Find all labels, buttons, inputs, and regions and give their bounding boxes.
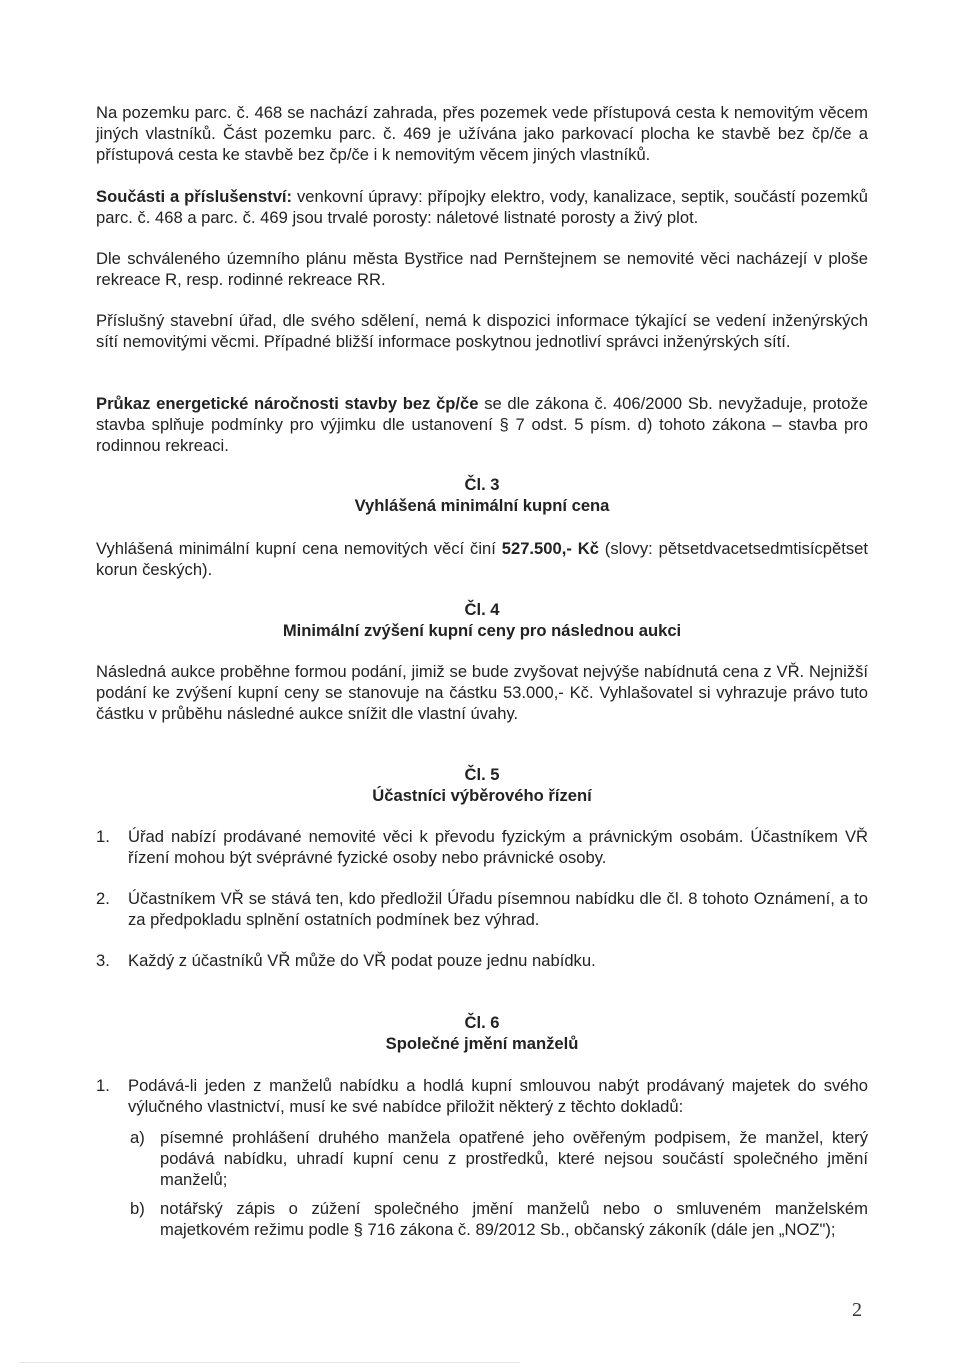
list-item-number: 2. — [96, 889, 110, 908]
section-4-paragraph — [96, 661, 868, 724]
list-item: Účastníkem VŘ se stává ten, kdo předložil Úřadu písemnou nabídku dle čl. 8 tohoto Oznámení, a to za předpokladu splnění ostatních podmínek bez výhrad. — [128, 889, 868, 929]
section-5-number: Čl. 5 — [464, 765, 500, 784]
section-6-title: Společné jmění manželů — [385, 1034, 579, 1053]
section-3-title: Vyhlášená minimální kupní cena — [354, 496, 610, 515]
list-item: Podává-li jeden z manželů nabídku a hodlá kupní smlouvou nabýt prodávaný majetek do svého výlučného vlastnictví, musí ke své nabídce přiložit některý z těchto dokladů: — [128, 1076, 868, 1116]
sub-item: notářský zápis o zúžení společného jmění manželů nebo o smluveném manželském majetkovém režimu podle § 716 zákona č. 89/2012 Sb., občanský zákoník (dále jen „NOZ"); — [160, 1199, 868, 1239]
sub-item-label: b) — [130, 1199, 145, 1218]
energy-paragraph — [96, 393, 868, 456]
price-value: 527.500,- Kč — [501, 539, 599, 558]
price-text-before: Vyhlášená minimální kupní cena nemovitých věcí činí — [96, 539, 502, 558]
accessories-label: Součásti a příslušenství: — [96, 187, 293, 206]
list-item-number: 1. — [96, 827, 110, 846]
section-5-title: Účastníci výběrového řízení — [372, 786, 592, 805]
section-4-number: Čl. 4 — [464, 600, 500, 619]
building-office-paragraph — [96, 310, 868, 352]
section-4-title: Minimální zvýšení kupní ceny pro následnou aukci — [282, 621, 682, 640]
scan-edge-line — [20, 1362, 520, 1363]
list-item-number: 3. — [96, 951, 110, 970]
land-paragraph — [96, 102, 868, 165]
sub-item: písemné prohlášení druhého manžela opatřené jeho ověřeným podpisem, že manžel, který podává nabídku, uhradí kupní cenu z prostředků, které nejsou součástí společného jmění manželů; — [160, 1128, 868, 1189]
section-3-number: Čl. 3 — [464, 475, 500, 494]
list-item: Úřad nabízí prodávané nemovité věci k převodu fyzickým a právnickým osobám. Účastníkem VŘ řízení mohou být svéprávné fyzické osoby nebo právnické osoby. — [128, 827, 868, 867]
energy-label: Průkaz energetické náročnosti stavby bez čp/če — [96, 394, 479, 413]
page-number: 2 — [852, 1299, 862, 1321]
zoning-paragraph — [96, 248, 868, 290]
sub-item-label: a) — [130, 1128, 145, 1147]
section-4-text: Následná aukce proběhne formou podání, jimiž se bude zvyšovat nejvýše nabídnutá cena z VŘ. Nejnižší podání ke zvýšení kupní ceny se stanovuje na částku 53.000,- Kč. Vyhlašovatel si vyhrazuje právo tuto částku v průběhu následné aukce snížit dle vlastní úvahy. — [96, 662, 868, 723]
section-6-number: Čl. 6 — [464, 1013, 500, 1032]
building-office-text: Příslušný stavební úřad, dle svého sdělení, nemá k dispozici informace týkající se vedení inženýrských sítí nemovitými věcmi. Případné bližší informace poskytnou jednotliví správci inženýrských sítí. — [96, 311, 868, 351]
accessories-text: venkovní úpravy: přípojky elektro, vody, kanalizace, septik, součástí pozemků parc. č. 468 a parc. č. 469 jsou trvalé porosty: náletové listnaté porosty a živý plot. — [96, 187, 868, 227]
list-item-number: 1. — [96, 1076, 110, 1095]
energy-text: se dle zákona č. 406/2000 Sb. nevyžaduje, protože stavba splňuje podmínky pro výjimku dle ustanovení § 7 odst. 5 písm. d) tohoto zákona – stavba pro rodinnou rekreaci. — [96, 394, 868, 455]
section-3-paragraph — [96, 538, 868, 580]
price-text-after: (slovy: pětsetdvacetsedmtisícpětset korun českých). — [96, 539, 868, 579]
list-item: Každý z účastníků VŘ může do VŘ podat pouze jednu nabídku. — [128, 951, 596, 970]
land-text: Na pozemku parc. č. 468 se nachází zahrada, přes pozemek vede přístupová cesta k nemovitým věcem jiných vlastníků. Část pozemku parc. č. 469 je užívána jako parkovací plocha ke stavbě bez čp/če a přístupová cesta ke stavbě bez čp/če i k nemovitým věcem jiných vlastníků. — [96, 103, 868, 164]
accessories-paragraph — [96, 186, 868, 228]
zoning-text: Dle schváleného územního plánu města Bystřice nad Pernštejnem se nemovité věci nacházejí v ploše rekreace R, resp. rodinné rekreace RR. — [96, 249, 868, 289]
